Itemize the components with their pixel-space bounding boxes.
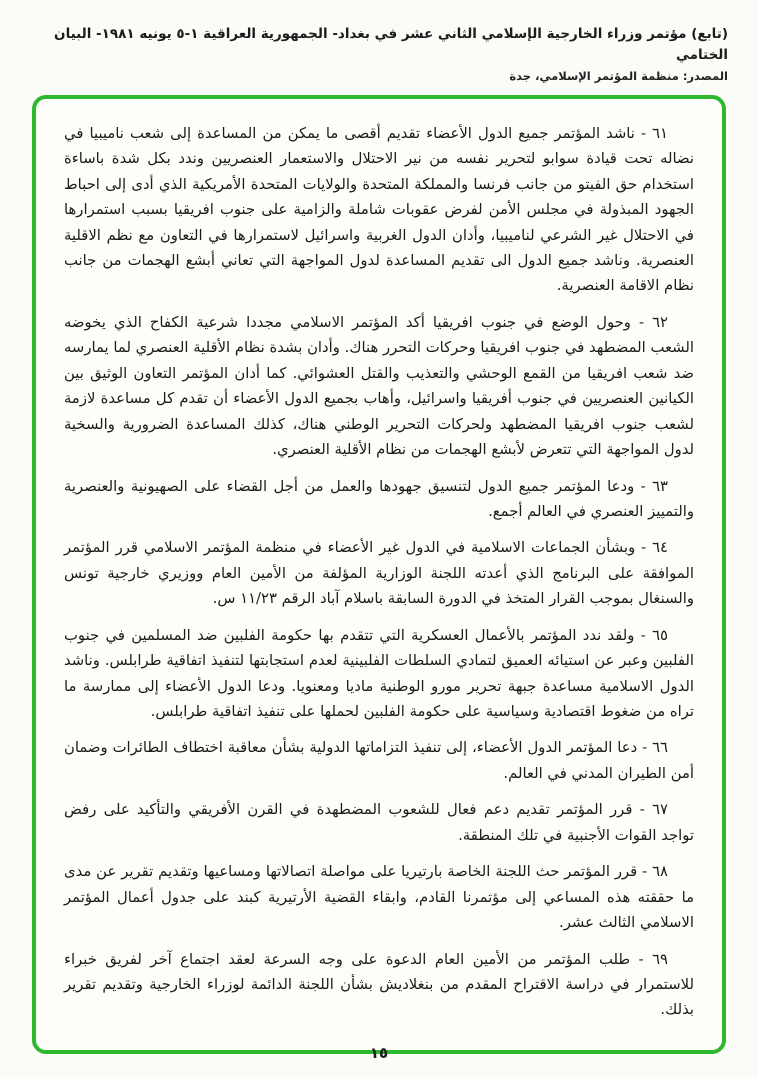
paragraph-63-number: ٦٣ - (640, 477, 668, 495)
page-number: ١٥ (369, 1044, 389, 1062)
paragraph-62-text: وحول الوضع في جنوب افريقيا أكد المؤتمر الاسلامي مجددا شرعية الكفاح الذي يخوضه الشعب المضطهد في جنوب افريقيا وحركات التحرر هناك. وأدان بشدة نظام الأقلية العنصري لما يمارسه ضد شعب افريقيا من القمع الوحشي والتعذيب والقتل العشوائي. كما أدان المؤتمر التعاون الوثيق بين الكيانين العنصريين في جنوب أفريقيا واسرائيل، وأهاب بجميع الدول الأعضاء أن تقدم كل مساعدة لازمة لشعب جنوب افريقيا المضطهد ولحركات التحرير الوطني هناك، كذلك المساعدة الضرورية والسخية لدول المواجهة التي تتعرض لأبشع الهجمات من نظام الأقلية العنصري. (64, 313, 694, 459)
paragraph-61 (64, 121, 694, 299)
paragraph-64-text: وبشأن الجماعات الاسلامية في الدول غير الأعضاء في منظمة المؤتمر الاسلامي قرر المؤتمر الموافقة على البرنامج الذي أعدته اللجنة الوزارية المؤلفة من الأمين العام ووزيري خارجية تونس والسنغال بموجب القرار المتخذ في الدورة السابقة باسلام آباد الرقم ١١/٢٣ س. (64, 539, 694, 608)
paragraph-62 (64, 310, 694, 463)
paragraph-65-text: ولقد ندد المؤتمر بالأعمال العسكرية التي تتقدم بها حكومة الفلبين ضد المسلمين في جنوب الفلبين وعبر عن استيائه العميق لتمادي السلطات الفلبينية لعدم استجابتها لتنفيذ اتفاقية طرابلس. وناشد الدول الاسلامية مساعدة جبهة تحرير مورو الوطنية ماديا ومعنويا. ودعا الدول الأعضاء إلى ممارسة ما تراه من ضغوط اقتصادية وسياسية على حكومة الفلبين لحملها على تنفيذ اتفاقية طرابلس. (64, 626, 694, 721)
paragraph-64-number: ٦٤ - (641, 539, 668, 557)
paragraph-61-number: ٦١ - (641, 124, 668, 142)
paragraph-63-text: ودعا المؤتمر جميع الدول لتنسيق جهودها والعمل من أجل القضاء على الصهيونية والعنصرية والتمييز العنصري في العالم أجمع. (64, 477, 694, 520)
paragraph-69-number: ٦٩ - (638, 950, 668, 968)
paragraph-68-text: قرر المؤتمر حث اللجنة الخاصة بارتيريا على مواصلة اتصالاتها ومساعيها وتقديم تقرير عن مدى ما حققته هذه المساعي إلى مؤتمرنا القادم، وابقاء القضية الأرتيرية كبند على جدول أعمال المؤتمر الاسلامي الثالث عشر. (64, 863, 694, 932)
document-title: (تابع) مؤتمر وزراء الخارجية الإسلامي الثاني عشر في بغداد- الجمهورية العراقية ١-٥ يونيه ١٩٨١- البيان الختامي (54, 26, 728, 63)
paragraph-66 (64, 735, 694, 786)
paragraph-63 (64, 474, 694, 525)
paragraph-69 (64, 947, 694, 1023)
paragraph-67-number: ٦٧ - (639, 801, 668, 819)
paragraph-65-number: ٦٥ - (640, 626, 668, 644)
paragraph-64 (64, 535, 694, 611)
paragraph-67-text: قرر المؤتمر تقديم دعم فعال للشعوب المضطهدة في القرن الأفريقي والتأكيد على رفض تواجد القوات الأجنبية في تلك المنطقة. (64, 801, 694, 844)
paragraph-67 (64, 797, 694, 848)
document-source: المصدر: منظمة المؤتمر الإسلامي، جدة (509, 68, 728, 83)
paragraph-66-number: ٦٦ - (642, 739, 668, 757)
paragraph-68-number: ٦٨ - (642, 863, 668, 881)
paragraph-69-text: طلب المؤتمر من الأمين العام الدعوة على وجه السرعة لعقد اجتماع آخر لفريق خبراء للاستمرار في دراسة الاقتراح المقدم من بنغلاديش بشأن اللجنة الدائمة لوزراء الخارجية وتقديم تقرير بذلك. (64, 950, 694, 1019)
content-frame (32, 95, 726, 1054)
document-header (16, 24, 742, 83)
paragraph-62-number: ٦٢ - (639, 313, 668, 331)
paragraph-61-text: ناشد المؤتمر جميع الدول الأعضاء تقديم أقصى ما يمكن من المساعدة إلى شعب ناميبيا في نضاله تحت قيادة سوابو لتحرير نفسه من نير الاحتلال والاستعمار العنصريين وندد بكل شدة باساءة استخدام حق الفيتو من جانب فرنسا والمملكة المتحدة والولايات المتحدة الأمريكية الذي أدى إلى احباط الجهود المبذولة في مجلس الأمن لفرض عقوبات شاملة والزامية على جنوب افريقيا بسبب استمرارها في الاحتلال غير الشرعي لناميبيا، وأدان الدول الغربية واسرائيل لاستمرارها في التعاون مع نظم الاقلية العنصرية. وناشد جميع الدول الى تقديم المساعدة لدول المواجهة التي تعاني أبشع الهجمات من جانب نظام الاقامة العنصرية. (64, 124, 694, 295)
paragraph-65 (64, 623, 694, 725)
document-footer (0, 1043, 758, 1062)
paragraph-68 (64, 859, 694, 935)
paragraph-66-text: دعا المؤتمر الدول الأعضاء، إلى تنفيذ التزاماتها الدولية بشأن معاقبة اختطاف الطائرات وضمان أمن الطيران المدني في العالم. (64, 739, 694, 782)
